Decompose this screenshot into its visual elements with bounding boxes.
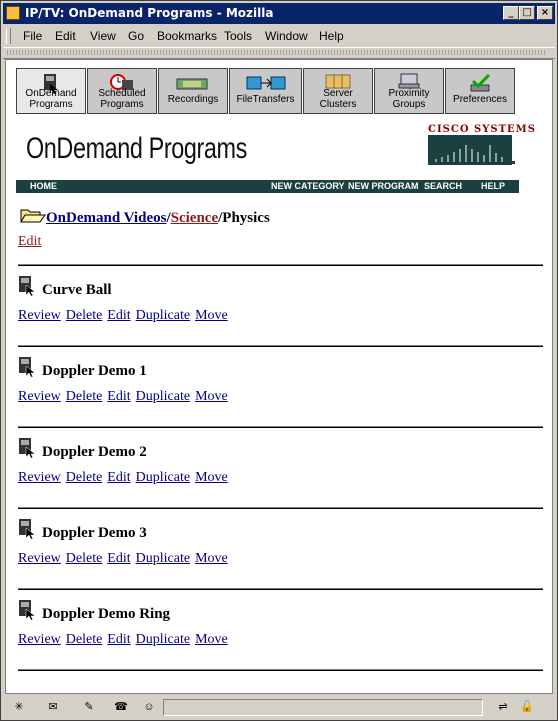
tab-proximity-groups[interactable]	[374, 68, 444, 114]
tab-label-1: Proximity	[388, 88, 430, 99]
program-title: Doppler Demo Ring	[42, 606, 171, 622]
tab-label: Recordings	[167, 94, 219, 105]
program-icon	[18, 355, 42, 377]
collapsed-toolbar[interactable]	[3, 47, 555, 59]
review-link[interactable]: Review	[18, 551, 61, 566]
nav-new-category[interactable]: NEW CATEGORY	[271, 181, 345, 191]
menu-edit[interactable]: Edit	[55, 29, 76, 43]
recordings-icon	[173, 75, 213, 93]
nav-new-program[interactable]: NEW PROGRAM	[348, 181, 419, 191]
move-link[interactable]: Move	[195, 308, 228, 323]
breadcrumb-separator: /	[166, 210, 171, 226]
edit-link[interactable]: Edit	[107, 632, 131, 647]
tab-filetransfers[interactable]	[229, 68, 302, 114]
program-title: Curve Ball	[42, 282, 112, 298]
program-title: Doppler Demo 2	[42, 444, 147, 460]
delete-link[interactable]: Delete	[65, 632, 103, 647]
move-link[interactable]: Move	[195, 470, 228, 485]
edit-link[interactable]: Edit	[107, 389, 131, 404]
menu-window[interactable]: Window	[265, 29, 308, 43]
breadcrumb-current: Physics	[222, 210, 270, 226]
app-icon	[6, 6, 20, 20]
addressbook-icon[interactable]: ☎	[114, 701, 128, 713]
edit-link[interactable]: Edit	[107, 470, 131, 485]
breadcrumb-ondemand-videos[interactable]: OnDemand Videos	[46, 210, 167, 226]
chat-icon[interactable]: ☺	[143, 701, 155, 713]
breadcrumb-separator: /	[218, 210, 223, 226]
menu-view[interactable]: View	[90, 29, 116, 43]
breadcrumb-science[interactable]: Science	[170, 210, 219, 226]
program-title: Doppler Demo 3	[42, 525, 147, 541]
program-icon	[18, 274, 42, 296]
program-actions	[18, 470, 233, 486]
tab-label: Preferences	[453, 94, 507, 105]
divider	[18, 345, 543, 347]
tab-label-1: Scheduled	[98, 88, 146, 99]
menu-go[interactable]: Go	[128, 29, 145, 43]
nav-help[interactable]: HELP	[481, 181, 506, 191]
tab-label-2: Programs	[100, 99, 144, 110]
header-nav	[16, 180, 519, 193]
duplicate-link[interactable]: Duplicate	[135, 389, 191, 404]
program-title: Doppler Demo 1	[42, 363, 147, 379]
divider	[18, 588, 543, 590]
menu-bar	[3, 25, 555, 47]
menu-file[interactable]: File	[23, 29, 43, 43]
nav-home[interactable]: HOME	[30, 181, 57, 191]
tab-preferences[interactable]	[445, 68, 515, 114]
maximize-button[interactable]: □	[519, 6, 535, 20]
title-bar	[3, 3, 555, 24]
cisco-logo	[428, 124, 536, 165]
page-content	[5, 59, 553, 694]
tab-scheduled-programs[interactable]	[87, 68, 157, 114]
composer-icon[interactable]: ✎	[84, 701, 94, 713]
tab-server-clusters[interactable]	[303, 68, 373, 114]
minimize-button[interactable]: _	[503, 6, 519, 20]
program-actions	[18, 632, 233, 648]
delete-link[interactable]: Delete	[65, 470, 103, 485]
move-link[interactable]: Move	[195, 632, 228, 647]
tab-label: FileTransfers	[236, 94, 295, 105]
navigator-icon[interactable]: ✳	[14, 701, 24, 713]
status-bar	[3, 697, 555, 718]
tab-ondemand-programs[interactable]	[16, 68, 86, 114]
program-icon	[18, 436, 42, 458]
edit-link[interactable]: Edit	[107, 308, 131, 323]
delete-link[interactable]: Delete	[65, 389, 103, 404]
cisco-wordmark: CISCO SYSTEMS	[428, 124, 536, 135]
delete-link[interactable]: Delete	[65, 551, 103, 566]
menu-tools[interactable]: Tools	[224, 29, 253, 43]
duplicate-link[interactable]: Duplicate	[135, 308, 191, 323]
move-link[interactable]: Move	[195, 389, 228, 404]
tab-label-2: Clusters	[319, 99, 357, 110]
tab-label-2: Groups	[392, 99, 426, 110]
preferences-icon	[467, 73, 493, 93]
folder-open-icon	[20, 206, 46, 224]
cisco-bridge-graphic	[428, 135, 518, 165]
program-icon	[18, 517, 42, 539]
review-link[interactable]: Review	[18, 389, 61, 404]
divider	[18, 264, 543, 266]
online-icon[interactable]: ⇌	[498, 701, 508, 713]
nav-search[interactable]: SEARCH	[424, 181, 463, 191]
security-lock-icon: 🔓	[520, 701, 534, 713]
filetransfers-icon	[245, 73, 287, 93]
menu-help[interactable]: Help	[319, 29, 344, 43]
program-actions	[18, 308, 233, 324]
divider	[18, 426, 543, 428]
tab-label-1: OnDemand	[25, 88, 77, 99]
move-link[interactable]: Move	[195, 551, 228, 566]
duplicate-link[interactable]: Duplicate	[135, 470, 191, 485]
edit-category-link[interactable]: Edit	[18, 234, 42, 249]
page-title: OnDemand Programs	[26, 132, 247, 165]
duplicate-link[interactable]: Duplicate	[135, 632, 191, 647]
review-link[interactable]: Review	[18, 470, 61, 485]
close-button[interactable]: ×	[537, 6, 553, 20]
mail-icon[interactable]: ✉	[48, 701, 58, 713]
program-actions	[18, 389, 233, 405]
window-title: IP/TV: OnDemand Programs - Mozilla	[25, 6, 274, 20]
menu-bookmarks[interactable]: Bookmarks	[157, 29, 218, 43]
breadcrumb	[20, 206, 270, 227]
program-actions	[18, 551, 233, 567]
edit-link[interactable]: Edit	[107, 551, 131, 566]
tab-recordings[interactable]	[158, 68, 228, 114]
status-text	[163, 699, 483, 716]
divider	[18, 507, 543, 509]
tab-label-2: Programs	[29, 99, 73, 110]
toolbar-grip	[7, 50, 547, 55]
menu-grip	[6, 28, 11, 44]
divider	[18, 669, 543, 671]
tab-label-1: Server	[323, 88, 353, 99]
program-icon	[18, 598, 42, 620]
delete-link[interactable]: Delete	[65, 308, 103, 323]
review-link[interactable]: Review	[18, 308, 61, 323]
review-link[interactable]: Review	[18, 632, 61, 647]
duplicate-link[interactable]: Duplicate	[135, 551, 191, 566]
